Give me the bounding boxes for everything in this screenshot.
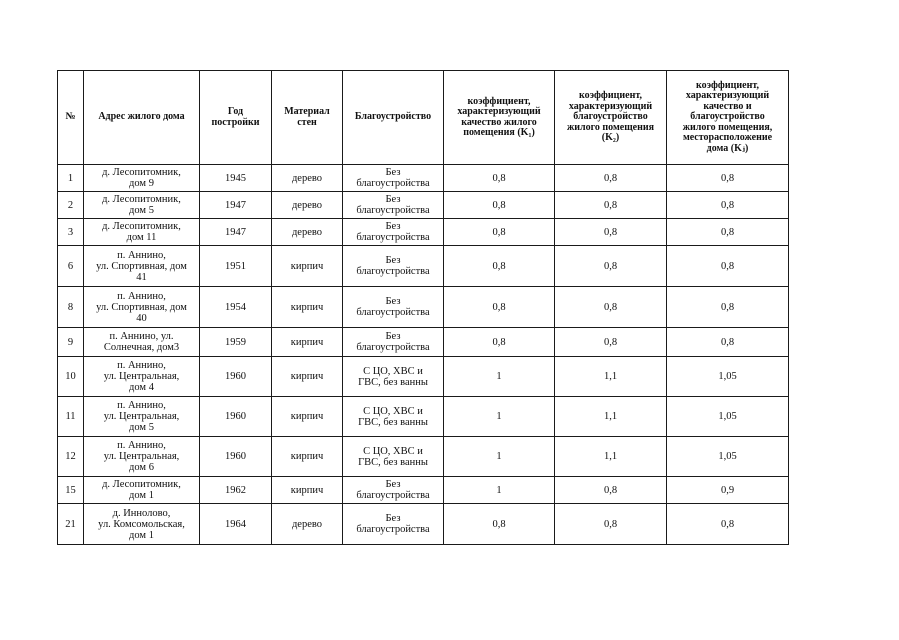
table-row: [58, 437, 789, 477]
cell-address: д. Лесопитомник, дом 1: [84, 477, 200, 504]
cell-k1: 0,8: [444, 287, 555, 328]
cell-k3: 0,8: [667, 219, 789, 246]
cell-year: 1964: [200, 504, 272, 545]
cell-amenities: Без благоустройства: [343, 219, 444, 246]
cell-k1: 1: [444, 357, 555, 397]
cell-k3: 0,9: [667, 477, 789, 504]
table-row: [58, 219, 789, 246]
table-row: [58, 287, 789, 328]
cell-address: д. Иннолово, ул. Комсомольская, дом 1: [84, 504, 200, 545]
cell-k1: 0,8: [444, 192, 555, 219]
cell-k2: 0,8: [555, 504, 667, 545]
cell-k1: 1: [444, 437, 555, 477]
cell-material: кирпич: [272, 397, 343, 437]
cell-k2: 0,8: [555, 328, 667, 357]
cell-k1: 0,8: [444, 165, 555, 192]
cell-material: кирпич: [272, 437, 343, 477]
cell-k3: 0,8: [667, 287, 789, 328]
cell-address: п. Аннино, ул. Солнечная, дом3: [84, 328, 200, 357]
cell-k2: 0,8: [555, 165, 667, 192]
cell-address: п. Аннино, ул. Спортивная, дом 40: [84, 287, 200, 328]
cell-num: 8: [58, 287, 84, 328]
header-k3: коэффициент, характеризующий качество и благоустройство жилого помещения, месторасположение дома (Kⱼ): [667, 71, 789, 165]
header-amenities: Благоустройство: [343, 71, 444, 165]
cell-material: кирпич: [272, 328, 343, 357]
table-row: [58, 357, 789, 397]
cell-k2: 1,1: [555, 397, 667, 437]
cell-k1: 1: [444, 397, 555, 437]
cell-k1: 0,8: [444, 504, 555, 545]
cell-year: 1960: [200, 397, 272, 437]
cell-material: дерево: [272, 219, 343, 246]
cell-k2: 0,8: [555, 287, 667, 328]
table-row: [58, 165, 789, 192]
cell-k3: 0,8: [667, 504, 789, 545]
cell-k2: 1,1: [555, 357, 667, 397]
cell-num: 10: [58, 357, 84, 397]
table-row: [58, 246, 789, 287]
cell-num: 12: [58, 437, 84, 477]
cell-k3: 0,8: [667, 246, 789, 287]
cell-k3: 0,8: [667, 192, 789, 219]
table-body: [58, 165, 789, 545]
cell-material: дерево: [272, 504, 343, 545]
cell-amenities: Без благоустройства: [343, 287, 444, 328]
cell-k3: 1,05: [667, 437, 789, 477]
cell-year: 1960: [200, 437, 272, 477]
cell-year: 1959: [200, 328, 272, 357]
header-k2: коэффициент, характеризующий благоустройство жилого помещения (K₂): [555, 71, 667, 165]
cell-address: д. Лесопитомник, дом 11: [84, 219, 200, 246]
cell-amenities: С ЦО, ХВС и ГВС, без ванны: [343, 397, 444, 437]
cell-num: 2: [58, 192, 84, 219]
cell-material: кирпич: [272, 477, 343, 504]
cell-k2: 0,8: [555, 219, 667, 246]
cell-num: 3: [58, 219, 84, 246]
cell-k3: 0,8: [667, 165, 789, 192]
cell-k1: 1: [444, 477, 555, 504]
cell-k3: 1,05: [667, 357, 789, 397]
cell-year: 1947: [200, 219, 272, 246]
cell-amenities: Без благоустройства: [343, 165, 444, 192]
table-header-row: [58, 71, 789, 165]
cell-year: 1947: [200, 192, 272, 219]
cell-address: п. Аннино, ул. Спортивная, дом 41: [84, 246, 200, 287]
cell-amenities: Без благоустройства: [343, 328, 444, 357]
cell-k1: 0,8: [444, 219, 555, 246]
cell-material: кирпич: [272, 357, 343, 397]
cell-k2: 0,8: [555, 477, 667, 504]
cell-k3: 1,05: [667, 397, 789, 437]
cell-amenities: С ЦО, ХВС и ГВС, без ванны: [343, 437, 444, 477]
cell-amenities: Без благоустройства: [343, 246, 444, 287]
cell-address: п. Аннино, ул. Центральная, дом 6: [84, 437, 200, 477]
header-address: Адрес жилого дома: [84, 71, 200, 165]
header-year: Год постройки: [200, 71, 272, 165]
cell-k2: 0,8: [555, 192, 667, 219]
cell-material: кирпич: [272, 287, 343, 328]
header-num: №: [58, 71, 84, 165]
cell-num: 1: [58, 165, 84, 192]
cell-k2: 1,1: [555, 437, 667, 477]
cell-num: 21: [58, 504, 84, 545]
cell-k1: 0,8: [444, 328, 555, 357]
cell-amenities: Без благоустройства: [343, 504, 444, 545]
cell-num: 15: [58, 477, 84, 504]
cell-amenities: С ЦО, ХВС и ГВС, без ванны: [343, 357, 444, 397]
cell-amenities: Без благоустройства: [343, 477, 444, 504]
cell-year: 1951: [200, 246, 272, 287]
cell-address: д. Лесопитомник, дом 9: [84, 165, 200, 192]
table-row: [58, 328, 789, 357]
cell-year: 1954: [200, 287, 272, 328]
cell-address: п. Аннино, ул. Центральная, дом 5: [84, 397, 200, 437]
cell-amenities: Без благоустройства: [343, 192, 444, 219]
cell-address: п. Аннино, ул. Центральная, дом 4: [84, 357, 200, 397]
header-material: Материал стен: [272, 71, 343, 165]
cell-num: 6: [58, 246, 84, 287]
cell-year: 1945: [200, 165, 272, 192]
cell-year: 1960: [200, 357, 272, 397]
housing-coefficients-table: [57, 70, 789, 545]
table-row: [58, 192, 789, 219]
table-row: [58, 397, 789, 437]
cell-num: 9: [58, 328, 84, 357]
table-row: [58, 477, 789, 504]
cell-k1: 0,8: [444, 246, 555, 287]
cell-num: 11: [58, 397, 84, 437]
cell-address: д. Лесопитомник, дом 5: [84, 192, 200, 219]
cell-k2: 0,8: [555, 246, 667, 287]
table-row: [58, 504, 789, 545]
cell-material: дерево: [272, 165, 343, 192]
cell-k3: 0,8: [667, 328, 789, 357]
cell-material: кирпич: [272, 246, 343, 287]
cell-material: дерево: [272, 192, 343, 219]
header-k1: коэффициент, характеризующий качество жилого помещения (K₁): [444, 71, 555, 165]
cell-year: 1962: [200, 477, 272, 504]
